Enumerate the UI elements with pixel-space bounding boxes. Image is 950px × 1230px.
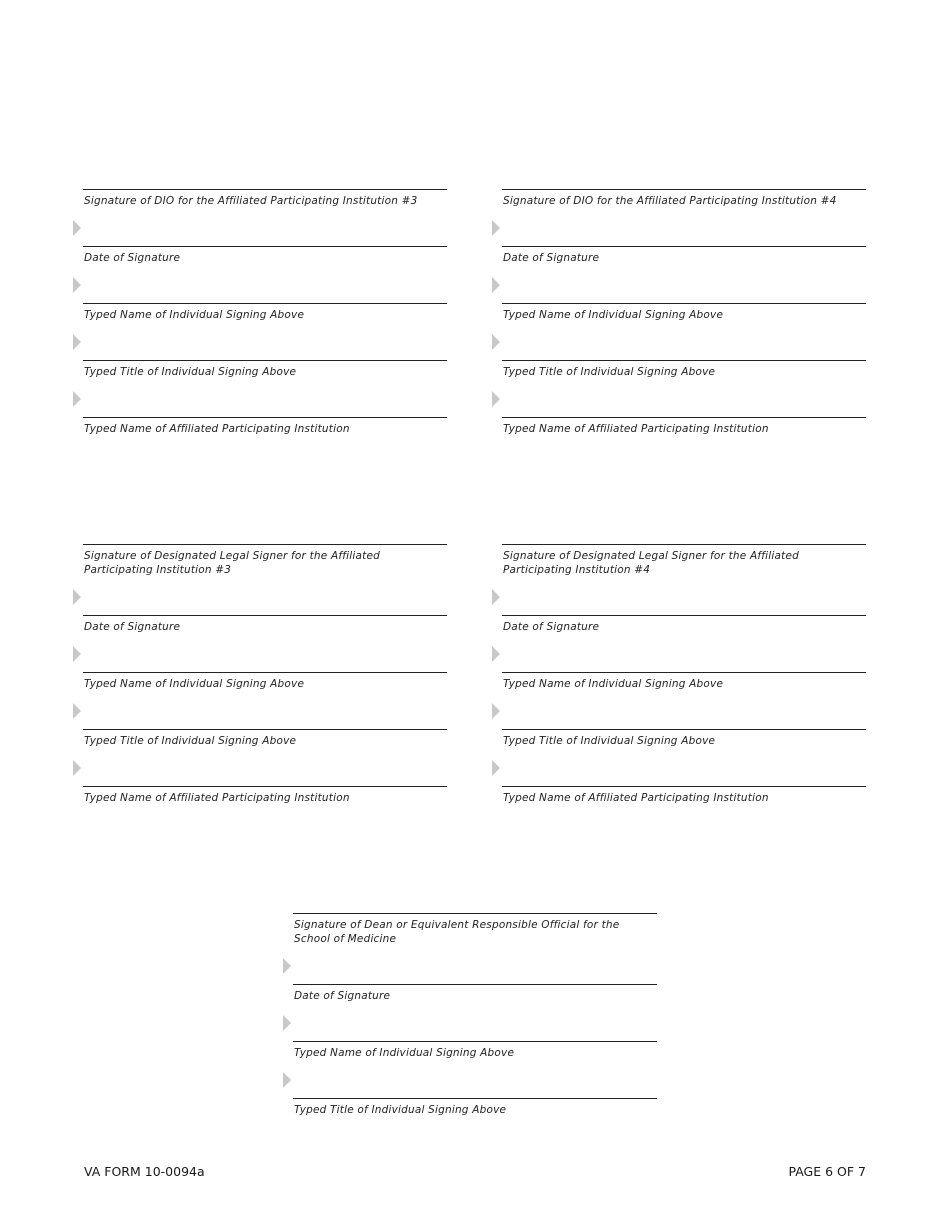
date-field[interactable] [293, 984, 657, 1003]
typed-title-field[interactable] [83, 729, 447, 748]
typed-name-field[interactable] [293, 1041, 657, 1060]
field-marker-icon [73, 589, 81, 605]
field-label: Date of Signature [503, 621, 600, 633]
field-label: Typed Name of Individual Signing Above [503, 678, 724, 690]
field-marker-icon [73, 646, 81, 662]
typed-title-field[interactable] [293, 1098, 657, 1117]
signature-block-dio-4 [502, 189, 866, 436]
signature-block-legal-4 [502, 544, 866, 805]
field-label: Date of Signature [503, 252, 600, 264]
field-marker-icon [492, 589, 500, 605]
field-marker-icon [492, 646, 500, 662]
field-label: Date of Signature [84, 252, 181, 264]
field-marker-icon [73, 277, 81, 293]
field-marker-icon [73, 703, 81, 719]
field-marker-icon [492, 220, 500, 236]
form-id: VA FORM 10-0094a [84, 1164, 205, 1179]
field-label: Signature of DIO for the Affiliated Participating Institution #4 [503, 195, 837, 207]
field-label: Typed Title of Individual Signing Above [503, 366, 716, 378]
signature-field[interactable] [502, 544, 866, 577]
field-label: Typed Title of Individual Signing Above [503, 735, 716, 747]
field-label: Date of Signature [294, 990, 391, 1002]
field-label: Typed Name of Affiliated Participating Institution [84, 423, 350, 435]
signature-field[interactable] [502, 189, 866, 208]
field-label: Date of Signature [84, 621, 181, 633]
field-marker-icon [283, 1015, 291, 1031]
signature-block-dean [293, 913, 657, 1117]
institution-name-field[interactable] [83, 786, 447, 805]
field-marker-icon [283, 958, 291, 974]
date-field[interactable] [502, 246, 866, 265]
field-marker-icon [492, 277, 500, 293]
signature-field[interactable] [293, 913, 657, 946]
field-label: Signature of Dean or Equivalent Responsible Official for the School of Medicine [294, 919, 620, 945]
field-marker-icon [492, 703, 500, 719]
signature-field[interactable] [83, 189, 447, 208]
typed-title-field[interactable] [502, 729, 866, 748]
field-marker-icon [73, 760, 81, 776]
field-marker-icon [492, 760, 500, 776]
field-label: Signature of Designated Legal Signer for the Affiliated Participating Institution #3 [84, 550, 380, 576]
field-marker-icon [73, 220, 81, 236]
page-number: PAGE 6 OF 7 [788, 1164, 866, 1179]
field-label: Typed Name of Individual Signing Above [84, 678, 305, 690]
typed-name-field[interactable] [83, 672, 447, 691]
signature-block-legal-3 [83, 544, 447, 805]
typed-name-field[interactable] [83, 303, 447, 322]
typed-name-field[interactable] [502, 672, 866, 691]
signature-block-dio-3 [83, 189, 447, 436]
field-label: Typed Name of Affiliated Participating Institution [503, 792, 769, 804]
signature-field[interactable] [83, 544, 447, 577]
field-label: Signature of DIO for the Affiliated Participating Institution #3 [84, 195, 418, 207]
field-marker-icon [73, 391, 81, 407]
date-field[interactable] [83, 615, 447, 634]
field-marker-icon [492, 334, 500, 350]
field-label: Typed Title of Individual Signing Above [84, 366, 297, 378]
field-label: Typed Name of Individual Signing Above [503, 309, 724, 321]
field-marker-icon [283, 1072, 291, 1088]
date-field[interactable] [502, 615, 866, 634]
institution-name-field[interactable] [83, 417, 447, 436]
typed-title-field[interactable] [83, 360, 447, 379]
field-label: Signature of Designated Legal Signer for the Affiliated Participating Institution #4 [503, 550, 799, 576]
field-label: Typed Name of Individual Signing Above [294, 1047, 515, 1059]
field-label: Typed Name of Individual Signing Above [84, 309, 305, 321]
field-label: Typed Name of Affiliated Participating Institution [84, 792, 350, 804]
field-label: Typed Title of Individual Signing Above [84, 735, 297, 747]
field-marker-icon [492, 391, 500, 407]
field-label: Typed Title of Individual Signing Above [294, 1104, 507, 1116]
typed-title-field[interactable] [502, 360, 866, 379]
field-marker-icon [73, 334, 81, 350]
institution-name-field[interactable] [502, 417, 866, 436]
field-label: Typed Name of Affiliated Participating Institution [503, 423, 769, 435]
typed-name-field[interactable] [502, 303, 866, 322]
date-field[interactable] [83, 246, 447, 265]
institution-name-field[interactable] [502, 786, 866, 805]
